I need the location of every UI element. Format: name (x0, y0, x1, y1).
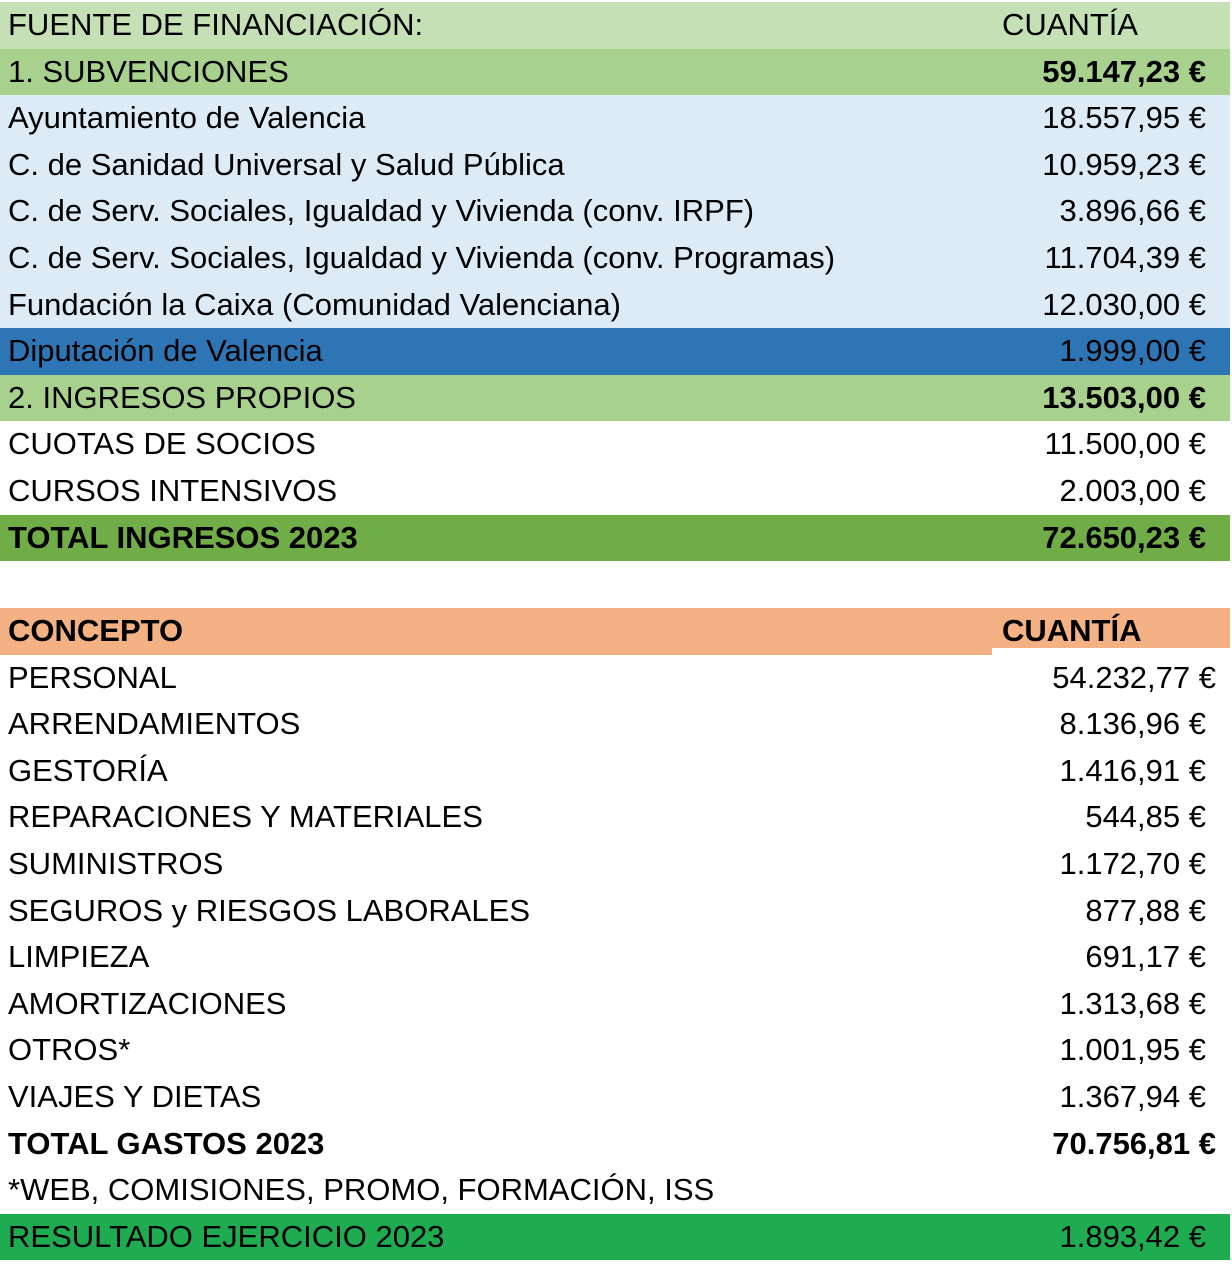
income-row-value: 1.999,00 € (1059, 333, 1206, 369)
expense-label: AMORTIZACIONES (8, 985, 287, 1021)
income-row (0, 142, 1230, 189)
income-total-label: TOTAL INGRESOS 2023 (8, 519, 358, 555)
income-header-value: CUANTÍA (1002, 7, 1139, 42)
income-row-value: 12.030,00 € (1042, 286, 1206, 322)
income-row-value: 11.704,39 € (1044, 239, 1206, 275)
income-total-value: 72.650,23 € (1042, 519, 1206, 555)
expense-row (0, 701, 1230, 748)
income-row-label: Fundación la Caixa (Comunidad Valenciana) (8, 286, 621, 322)
income-row (0, 235, 1230, 282)
propios-value: 13.503,00 € (1042, 379, 1206, 415)
subvenciones-label: 1. SUBVENCIONES (8, 53, 289, 89)
subvenciones-row (0, 49, 1230, 96)
propios-item-value: 2.003,00 € (1059, 472, 1206, 508)
income-row-label: C. de Serv. Sociales, Igualdad y Vivienda (conv. IRPF) (8, 193, 755, 229)
expense-value: 544,85 € (1085, 799, 1206, 835)
income-header-row (0, 2, 1230, 49)
income-header-label: FUENTE DE FINANCIACIÓN: (8, 7, 424, 42)
expense-label: SEGUROS y RIESGOS LABORALES (8, 892, 530, 928)
expenses-header-value: CUANTÍA (1002, 613, 1142, 648)
expense-row (0, 748, 1230, 795)
expense-value: 54.232,77 € (1052, 659, 1216, 695)
expense-row (0, 934, 1230, 981)
expense-label: REPARACIONES Y MATERIALES (8, 799, 483, 835)
expense-label: OTROS* (8, 1032, 131, 1068)
income-row (0, 95, 1230, 142)
expense-row (0, 841, 1230, 888)
expense-value: 1.313,68 € (1059, 985, 1206, 1021)
expense-value: 8.136,96 € (1059, 706, 1206, 742)
propios-item-row (0, 421, 1230, 468)
propios-item-row (0, 468, 1230, 515)
expense-label: PERSONAL (8, 659, 177, 695)
footnote-text: *WEB, COMISIONES, PROMO, FORMACIÓN, ISS (8, 1172, 715, 1208)
propios-item-label: CURSOS INTENSIVOS (8, 472, 337, 508)
propios-row (0, 375, 1230, 422)
footnote-row (0, 1167, 1230, 1214)
expense-value: 877,88 € (1085, 892, 1206, 928)
income-row (0, 282, 1230, 329)
subvenciones-value: 59.147,23 € (1042, 53, 1206, 89)
expense-row (0, 794, 1230, 841)
expense-value: 1.367,94 € (1059, 1078, 1206, 1114)
income-row-label: C. de Sanidad Universal y Salud Pública (8, 146, 565, 182)
expense-row (0, 1027, 1230, 1074)
expense-label: GESTORÍA (8, 752, 168, 788)
expense-row (0, 655, 1230, 702)
propios-item-label: CUOTAS DE SOCIOS (8, 426, 316, 462)
expenses-total-row (0, 1121, 1230, 1168)
expenses-table (0, 608, 1230, 1260)
expense-row (0, 1074, 1230, 1121)
expenses-header-row (0, 608, 1230, 655)
expense-label: ARRENDAMIENTOS (8, 706, 301, 742)
expense-value: 1.172,70 € (1059, 845, 1206, 881)
income-row-value: 3.896,66 € (1059, 193, 1206, 229)
income-row-value: 18.557,95 € (1042, 100, 1206, 136)
income-row (0, 188, 1230, 235)
expense-value: 691,17 € (1085, 939, 1206, 975)
income-row-label: Diputación de Valencia (8, 333, 323, 369)
expense-label: SUMINISTROS (8, 845, 224, 881)
income-row-label: Ayuntamiento de Valencia (8, 100, 366, 136)
expenses-total-value: 70.756,81 € (1052, 1125, 1216, 1161)
expense-label: LIMPIEZA (8, 939, 150, 975)
expense-label: VIAJES Y DIETAS (8, 1078, 262, 1114)
income-row-value: 10.959,23 € (1042, 146, 1206, 182)
result-label: RESULTADO EJERCICIO 2023 (8, 1218, 445, 1254)
expenses-total-label: TOTAL GASTOS 2023 (8, 1125, 325, 1161)
expense-row (0, 888, 1230, 935)
propios-item-value: 11.500,00 € (1044, 426, 1206, 462)
expense-value: 1.416,91 € (1059, 752, 1206, 788)
expense-value: 1.001,95 € (1059, 1032, 1206, 1068)
expenses-header-label: CONCEPTO (8, 613, 184, 648)
expense-row (0, 981, 1230, 1028)
income-row-label: C. de Serv. Sociales, Igualdad y Vivienda (conv. Programas) (8, 239, 836, 275)
result-row (0, 1214, 1230, 1261)
result-value: 1.893,42 € (1059, 1218, 1206, 1254)
income-table (0, 2, 1230, 561)
income-row-highlighted (0, 328, 1230, 375)
income-total-row (0, 515, 1230, 562)
propios-label: 2. INGRESOS PROPIOS (8, 379, 356, 415)
